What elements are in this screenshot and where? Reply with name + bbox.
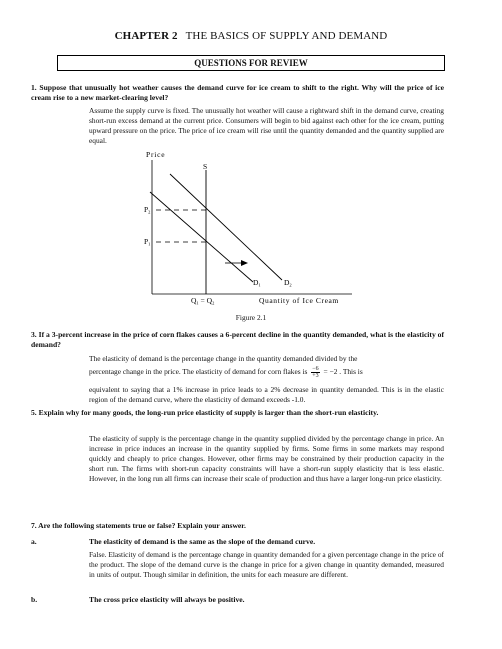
question-7: 7. Are the following statements true or false? Explain your answer.	[31, 521, 246, 530]
question-7b-letter: b.	[31, 595, 38, 604]
answer-3-line2-post: = −2 . This is	[323, 367, 363, 376]
p2-label: $P_2$	[144, 205, 151, 215]
question-7b-text: The cross price elasticity will always be positive.	[89, 595, 245, 604]
demand-curve-d1	[150, 192, 253, 282]
elasticity-fraction	[311, 366, 319, 379]
question-7a-text: The elasticity of demand is the same as the slope of the demand curve.	[89, 537, 316, 546]
supply-demand-figure	[140, 148, 360, 311]
p1-label: $P_1$	[144, 237, 151, 247]
answer-3-line2-pre: percentage change in the price. The elasticity of demand for corn flakes is	[89, 367, 308, 376]
answer-1: Assume the supply curve is fixed. The unusually hot weather will cause a rightward shift in the demand curve, creating short-run excess demand at the current price. Consumers will begin to bid against each other for the ice cream, putting upward pressure on the price. The price of ice cream will rise until the quantity demanded and the quantity supplied are equal.	[89, 106, 444, 145]
section-title: QUESTIONS FOR REVIEW	[194, 58, 308, 68]
quantity-label: $Q_1 = Q_2$	[191, 296, 215, 306]
answer-3-line2	[89, 364, 444, 380]
d1-label: $D_1$	[253, 278, 261, 288]
section-title-box	[57, 55, 445, 71]
answer-3-line3: equivalent to saying that a 1% increase in price leads to a 2% decrease in quantity demanded. This is in the elastic region of the demand curve, where the elasticity of demand exceeds -1.0.	[89, 385, 444, 404]
d2-label: $D_2$	[284, 278, 292, 288]
answer-3-line1: The elasticity of demand is the percentage change in the quantity demanded divided by the	[89, 354, 358, 363]
chapter-label: CHAPTER 2	[114, 30, 178, 42]
question-3: 3. If a 3-percent increase in the price of corn flakes causes a 6-percent decline in the quantity demanded, what is the elasticity of demand?	[31, 330, 444, 349]
demand-curve-d2	[170, 174, 282, 280]
x-axis-label: Quantity of Ice Cream	[259, 296, 339, 305]
question-1: 1. Suppose that unusually hot weather causes the demand curve for ice cream to shift to the right. Why will the price of ice cream rise to a new market-clearing level?	[31, 83, 444, 102]
fraction-denominator: +3	[312, 372, 319, 379]
supply-label: S	[203, 162, 208, 171]
answer-7a: False. Elasticity of demand is the percentage change in quantity demanded for a given percentage change in the price of the product. The slope of the demand curve is the change in price for a given change in quantity demanded, measured in units of output. Though similar in definition, the units for each measure are different.	[89, 550, 444, 579]
answer-5: The elasticity of supply is the percentage change in the quantity supplied divided by the percentage change in price. An increase in price induces an increase in the quantity supplied by firms. Some firms in some markets may respond quickly and cheaply to price changes. However, other firms may be constrained by their production capacity in the short run. The firms with short-run capacity constraints will have a short-run supply elasticity that is less elastic. However, in the long run all firms can increase their scale of production and thus have a larger long-run price elasticity.	[89, 434, 444, 483]
question-5: 5. Explain why for many goods, the long-run price elasticity of supply is larger than the short-run elasticity.	[31, 408, 379, 417]
chapter-title: THE BASICS OF SUPPLY AND DEMAND	[185, 30, 388, 42]
figure-caption: Figure 2.1	[235, 313, 267, 322]
fraction-numerator: −6	[312, 365, 319, 372]
question-7a	[31, 537, 444, 547]
shift-arrow-icon	[241, 260, 248, 266]
question-7a-letter: a.	[31, 537, 37, 546]
y-axis-label: Price	[146, 150, 166, 159]
chapter-heading	[0, 30, 502, 42]
question-7b	[31, 595, 444, 605]
